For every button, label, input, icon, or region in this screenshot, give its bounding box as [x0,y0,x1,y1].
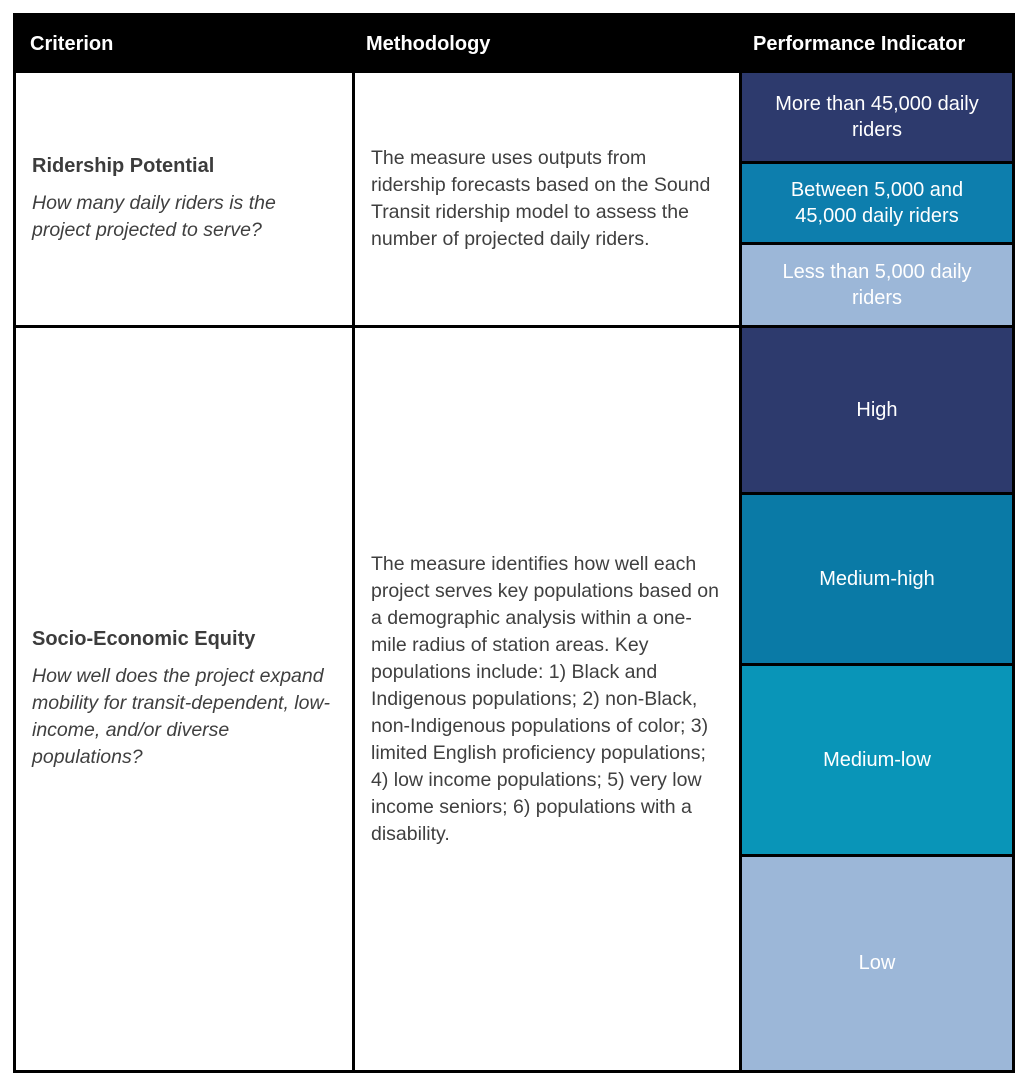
column-header-criterion: Criterion [30,33,114,55]
column-header-performance-indicator: Performance Indicator [753,33,966,55]
criterion-title: Ridership Potential [32,154,215,177]
methodology-text: The measure identifies how well each project serves key populations based on a demographic analysis within a one-mile radius of station areas. Key populations include: 1) Black and Indigenous populations; 2) non-Black, non-Indigenous populations of color; 3) limited English proficiency populations; 4) low income populations; 5) very low income seniors; 6) populations with a disability. [371,552,719,845]
indicator-medium-high: Medium-high [742,492,1012,663]
methodology-cell [352,328,739,1070]
indicator-more-than-45000: More than 45,000 daily riders [742,73,1012,161]
performance-indicator-cell [739,73,1012,325]
indicator-high: High [742,328,1012,492]
criterion-cell [16,328,352,1070]
criterion-cell [16,73,352,325]
column-header-methodology: Methodology [366,33,491,55]
performance-indicator-cell [739,328,1012,1070]
indicator-medium-low: Medium-low [742,663,1012,854]
table-header-row [16,16,1012,73]
indicator-low: Low [742,854,1012,1070]
table-row-socio-economic-equity [16,325,1012,1070]
table-row-ridership-potential [16,73,1012,325]
methodology-text: The measure uses outputs from ridership forecasts based on the Sound Transit ridership model to assess the number of projected daily riders. [371,147,711,250]
methodology-cell [352,73,739,325]
indicator-between-5000-45000: Between 5,000 and 45,000 daily riders [742,161,1012,241]
criterion-question: How well does the project expand mobility for transit-dependent, low-income, and/or diverse populations? [32,664,331,768]
criterion-question: How many daily riders is the project projected to serve? [32,191,276,241]
criteria-table [13,13,1015,1073]
criterion-title: Socio-Economic Equity [32,627,256,650]
indicator-less-than-5000: Less than 5,000 daily riders [742,242,1012,325]
